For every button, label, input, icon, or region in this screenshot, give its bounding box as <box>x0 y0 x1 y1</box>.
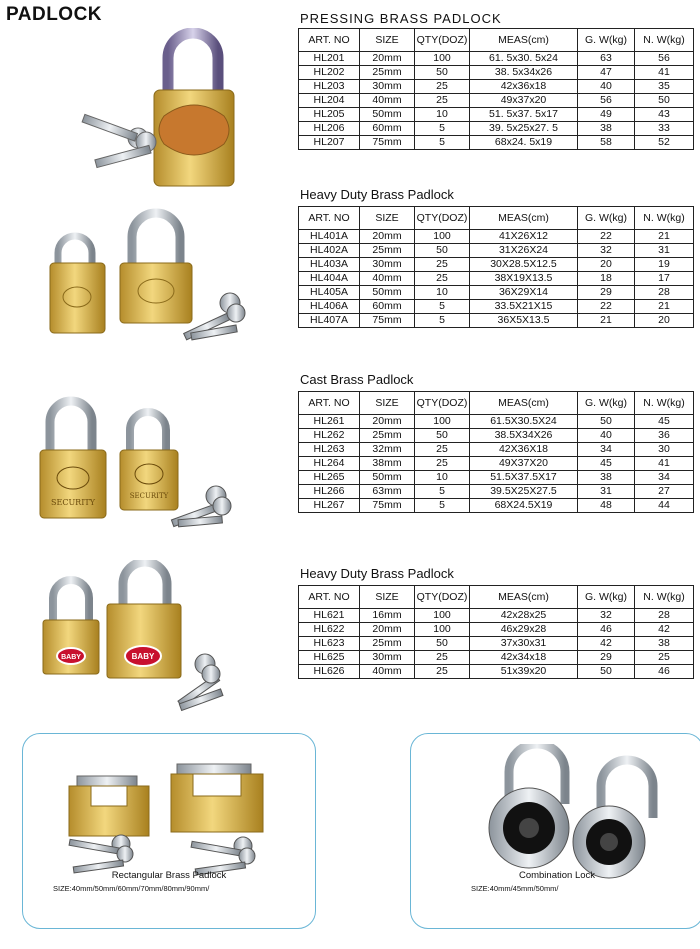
column-header: SIZE <box>360 392 415 415</box>
table-cell: HL264 <box>299 457 360 471</box>
combination-lock-panel <box>410 733 700 929</box>
rectangular-padlock-panel <box>22 733 316 929</box>
table-cell: 37x30x31 <box>470 637 578 651</box>
column-header: ART. NO <box>299 586 360 609</box>
table-cell: HL261 <box>299 415 360 429</box>
table-cell: 35 <box>635 80 694 94</box>
table-row <box>299 499 694 513</box>
table-cell: HL405A <box>299 286 360 300</box>
table-cell: 40mm <box>360 94 415 108</box>
table-cell: 38mm <box>360 457 415 471</box>
table-cell: 5 <box>415 485 470 499</box>
table-cell: 51x39x20 <box>470 665 578 679</box>
table-cell: HL265 <box>299 471 360 485</box>
table-cell: 51.5X37.5X17 <box>470 471 578 485</box>
table-row <box>299 286 694 300</box>
table-cell: 10 <box>415 108 470 122</box>
table-cell: 40 <box>578 80 635 94</box>
table-cell: 31X26X24 <box>470 244 578 258</box>
table-cell: 28 <box>635 286 694 300</box>
table-cell: 60mm <box>360 300 415 314</box>
table-cell: 47 <box>578 66 635 80</box>
column-header: N. W(kg) <box>635 207 694 230</box>
baby-padlocks-image <box>35 560 255 720</box>
table-cell: HL202 <box>299 66 360 80</box>
table-cell: 41 <box>635 66 694 80</box>
table-row <box>299 230 694 244</box>
table-row <box>299 665 694 679</box>
page-title: PADLOCK <box>6 4 103 25</box>
table-cell: HL205 <box>299 108 360 122</box>
table-cell: 20 <box>635 314 694 328</box>
table-cell: 25 <box>415 258 470 272</box>
table-cell: 38. 5x34x26 <box>470 66 578 80</box>
table-cell: 25mm <box>360 244 415 258</box>
table-row <box>299 136 694 150</box>
rectangular-padlock-name: Rectangular Brass Padlock <box>111 870 227 881</box>
column-header: MEAS(cm) <box>470 392 578 415</box>
table-cell: 100 <box>415 609 470 623</box>
table-cell: 21 <box>635 300 694 314</box>
table-cell: 38X19X13.5 <box>470 272 578 286</box>
rectangular-padlock-sizes: SIZE:40mm/50mm/60mm/70mm/80mm/90mm/ <box>53 884 210 893</box>
column-header: ART. NO <box>299 392 360 415</box>
table-cell: 25 <box>635 651 694 665</box>
table-cell: HL204 <box>299 94 360 108</box>
table-cell: 61.5X30.5X24 <box>470 415 578 429</box>
table-row <box>299 415 694 429</box>
column-header: N. W(kg) <box>635 586 694 609</box>
section-title-pressing-brass: PRESSING BRASS PADLOCK <box>300 11 502 26</box>
table-cell: 34 <box>578 443 635 457</box>
table-cell: 31 <box>578 485 635 499</box>
table-cell: 49x37x20 <box>470 94 578 108</box>
table-cell: 40 <box>578 429 635 443</box>
column-header: G. W(kg) <box>578 586 635 609</box>
table-cell: 39. 5x25x27. 5 <box>470 122 578 136</box>
table-cell: HL266 <box>299 485 360 499</box>
table-row <box>299 258 694 272</box>
table-cell: 45 <box>635 415 694 429</box>
table-cell: 30mm <box>360 651 415 665</box>
combination-lock-sizes: SIZE:40mm/45mm/50mm/ <box>471 884 559 893</box>
column-header: MEAS(cm) <box>470 586 578 609</box>
table-cell: HL407A <box>299 314 360 328</box>
column-header: ART. NO <box>299 29 360 52</box>
column-header: QTY(DOZ) <box>415 392 470 415</box>
table-cell: 21 <box>578 314 635 328</box>
table-cell: 25 <box>415 272 470 286</box>
table-cell: 63mm <box>360 485 415 499</box>
table-cell: 42x28x25 <box>470 609 578 623</box>
table-cell: HL201 <box>299 52 360 66</box>
column-header: QTY(DOZ) <box>415 29 470 52</box>
table-cell: 25 <box>415 665 470 679</box>
table-cell: 32mm <box>360 443 415 457</box>
table-cell: 5 <box>415 300 470 314</box>
table-cell: 100 <box>415 623 470 637</box>
column-header: MEAS(cm) <box>470 29 578 52</box>
table-cell: 68x24. 5x19 <box>470 136 578 150</box>
table-row <box>299 80 694 94</box>
table-cell: HL401A <box>299 230 360 244</box>
table-cell: HL626 <box>299 665 360 679</box>
table-cell: 38 <box>578 471 635 485</box>
table-row <box>299 651 694 665</box>
table-row <box>299 457 694 471</box>
table-cell: 38.5X34X26 <box>470 429 578 443</box>
table-cell: HL406A <box>299 300 360 314</box>
table-cell: 25 <box>415 80 470 94</box>
table-cell: 42X36X18 <box>470 443 578 457</box>
combination-lock-name: Combination Lock <box>518 870 596 881</box>
security-engraving: SECURITY <box>129 492 169 500</box>
table-row <box>299 52 694 66</box>
column-header: G. W(kg) <box>578 392 635 415</box>
table-cell: 10 <box>415 471 470 485</box>
table-cell: 42x36x18 <box>470 80 578 94</box>
spec-table-cast-brass <box>298 391 694 513</box>
table-header-row <box>299 207 694 230</box>
table-cell: HL207 <box>299 136 360 150</box>
column-header: N. W(kg) <box>635 392 694 415</box>
table-cell: 5 <box>415 136 470 150</box>
table-cell: 58 <box>578 136 635 150</box>
column-header: G. W(kg) <box>578 207 635 230</box>
table-row <box>299 471 694 485</box>
table-cell: HL263 <box>299 443 360 457</box>
table-cell: 50mm <box>360 286 415 300</box>
table-cell: 44 <box>635 499 694 513</box>
table-cell: 19 <box>635 258 694 272</box>
table-cell: 31 <box>635 244 694 258</box>
table-header-row <box>299 392 694 415</box>
table-cell: 5 <box>415 314 470 328</box>
table-row <box>299 429 694 443</box>
table-cell: 29 <box>578 286 635 300</box>
table-cell: HL267 <box>299 499 360 513</box>
table-cell: 41X26X12 <box>470 230 578 244</box>
table-cell: 22 <box>578 230 635 244</box>
table-cell: 46 <box>635 665 694 679</box>
security-engraving: SECURITY <box>51 498 95 507</box>
table-cell: 50 <box>415 66 470 80</box>
heavy-duty-brass-padlocks-image <box>40 205 260 355</box>
table-cell: HL625 <box>299 651 360 665</box>
column-header: G. W(kg) <box>578 29 635 52</box>
table-cell: 16mm <box>360 609 415 623</box>
column-header: SIZE <box>360 29 415 52</box>
baby-label: BABY <box>131 652 155 661</box>
table-cell: 50mm <box>360 108 415 122</box>
spec-table-heavy-duty-2 <box>298 585 694 679</box>
table-cell: HL404A <box>299 272 360 286</box>
table-row <box>299 443 694 457</box>
table-cell: 30mm <box>360 80 415 94</box>
table-cell: 20 <box>578 258 635 272</box>
table-cell: 21 <box>635 230 694 244</box>
table-cell: 34 <box>635 471 694 485</box>
table-cell: 50 <box>578 665 635 679</box>
table-cell: 25mm <box>360 429 415 443</box>
table-cell: HL622 <box>299 623 360 637</box>
table-row <box>299 122 694 136</box>
table-cell: 17 <box>635 272 694 286</box>
table-cell: 50 <box>635 94 694 108</box>
table-cell: 50 <box>578 415 635 429</box>
table-cell: 45 <box>578 457 635 471</box>
table-cell: 100 <box>415 415 470 429</box>
table-cell: 60mm <box>360 122 415 136</box>
section-title-heavy-duty-1: Heavy Duty Brass Padlock <box>300 187 454 202</box>
table-cell: 20mm <box>360 230 415 244</box>
table-cell: 46x29x28 <box>470 623 578 637</box>
cast-brass-padlocks-image <box>30 392 260 542</box>
table-cell: 42 <box>578 637 635 651</box>
table-cell: 18 <box>578 272 635 286</box>
table-cell: 25mm <box>360 637 415 651</box>
table-cell: 75mm <box>360 499 415 513</box>
table-cell: 63 <box>578 52 635 66</box>
table-cell: 33 <box>635 122 694 136</box>
table-cell: 56 <box>578 94 635 108</box>
table-row <box>299 66 694 80</box>
column-header: QTY(DOZ) <box>415 586 470 609</box>
table-cell: 51. 5x37. 5x17 <box>470 108 578 122</box>
table-cell: 38 <box>578 122 635 136</box>
table-row <box>299 314 694 328</box>
table-cell: HL621 <box>299 609 360 623</box>
table-cell: 22 <box>578 300 635 314</box>
table-cell: HL403A <box>299 258 360 272</box>
table-cell: 5 <box>415 499 470 513</box>
table-cell: 50 <box>415 429 470 443</box>
table-cell: 52 <box>635 136 694 150</box>
table-cell: 36X29X14 <box>470 286 578 300</box>
table-cell: 40mm <box>360 665 415 679</box>
table-cell: 39.5X25X27.5 <box>470 485 578 499</box>
baby-label: BABY <box>61 654 81 661</box>
table-cell: 50 <box>415 244 470 258</box>
table-cell: 50mm <box>360 471 415 485</box>
table-cell: 5 <box>415 122 470 136</box>
table-cell: 30mm <box>360 258 415 272</box>
table-cell: 38 <box>635 637 694 651</box>
table-cell: 29 <box>578 651 635 665</box>
table-header-row <box>299 29 694 52</box>
table-cell: 25 <box>415 443 470 457</box>
section-title-cast-brass: Cast Brass Padlock <box>300 372 414 387</box>
table-cell: 50 <box>415 637 470 651</box>
table-header-row <box>299 586 694 609</box>
table-cell: HL402A <box>299 244 360 258</box>
table-cell: 43 <box>635 108 694 122</box>
table-cell: 75mm <box>360 314 415 328</box>
table-row <box>299 94 694 108</box>
table-cell: 20mm <box>360 415 415 429</box>
table-row <box>299 108 694 122</box>
table-row <box>299 609 694 623</box>
table-cell: 68X24.5X19 <box>470 499 578 513</box>
table-cell: 10 <box>415 286 470 300</box>
column-header: SIZE <box>360 586 415 609</box>
column-header: N. W(kg) <box>635 29 694 52</box>
table-cell: 25 <box>415 94 470 108</box>
table-cell: 25 <box>415 651 470 665</box>
table-cell: 28 <box>635 609 694 623</box>
table-cell: 30X28.5X12.5 <box>470 258 578 272</box>
spec-table-heavy-duty-1 <box>298 206 694 328</box>
table-cell: 49 <box>578 108 635 122</box>
table-cell: 25mm <box>360 66 415 80</box>
table-cell: 42 <box>635 623 694 637</box>
table-cell: 48 <box>578 499 635 513</box>
combination-locks-image <box>471 744 671 884</box>
table-cell: 33.5X21X15 <box>470 300 578 314</box>
table-cell: HL203 <box>299 80 360 94</box>
table-cell: 41 <box>635 457 694 471</box>
column-header: MEAS(cm) <box>470 207 578 230</box>
spec-table-pressing-brass <box>298 28 694 150</box>
column-header: SIZE <box>360 207 415 230</box>
table-cell: 56 <box>635 52 694 66</box>
section-title-heavy-duty-2: Heavy Duty Brass Padlock <box>300 566 454 581</box>
table-cell: 30 <box>635 443 694 457</box>
table-cell: 20mm <box>360 52 415 66</box>
column-header: QTY(DOZ) <box>415 207 470 230</box>
table-row <box>299 485 694 499</box>
table-cell: 32 <box>578 244 635 258</box>
table-cell: 36 <box>635 429 694 443</box>
table-cell: 100 <box>415 230 470 244</box>
table-cell: 61. 5x30. 5x24 <box>470 52 578 66</box>
table-row <box>299 272 694 286</box>
table-cell: 46 <box>578 623 635 637</box>
table-cell: 49X37X20 <box>470 457 578 471</box>
table-cell: 36X5X13.5 <box>470 314 578 328</box>
table-cell: 27 <box>635 485 694 499</box>
table-cell: 75mm <box>360 136 415 150</box>
table-cell: HL623 <box>299 637 360 651</box>
table-row <box>299 300 694 314</box>
table-cell: 100 <box>415 52 470 66</box>
table-cell: 40mm <box>360 272 415 286</box>
column-header: ART. NO <box>299 207 360 230</box>
table-row <box>299 244 694 258</box>
rectangular-padlocks-image <box>59 746 279 876</box>
table-cell: 20mm <box>360 623 415 637</box>
table-cell: 25 <box>415 457 470 471</box>
table-cell: HL206 <box>299 122 360 136</box>
table-cell: 32 <box>578 609 635 623</box>
table-cell: 42x34x18 <box>470 651 578 665</box>
pressing-brass-padlock-image <box>40 28 250 188</box>
table-row <box>299 637 694 651</box>
table-cell: HL262 <box>299 429 360 443</box>
table-row <box>299 623 694 637</box>
